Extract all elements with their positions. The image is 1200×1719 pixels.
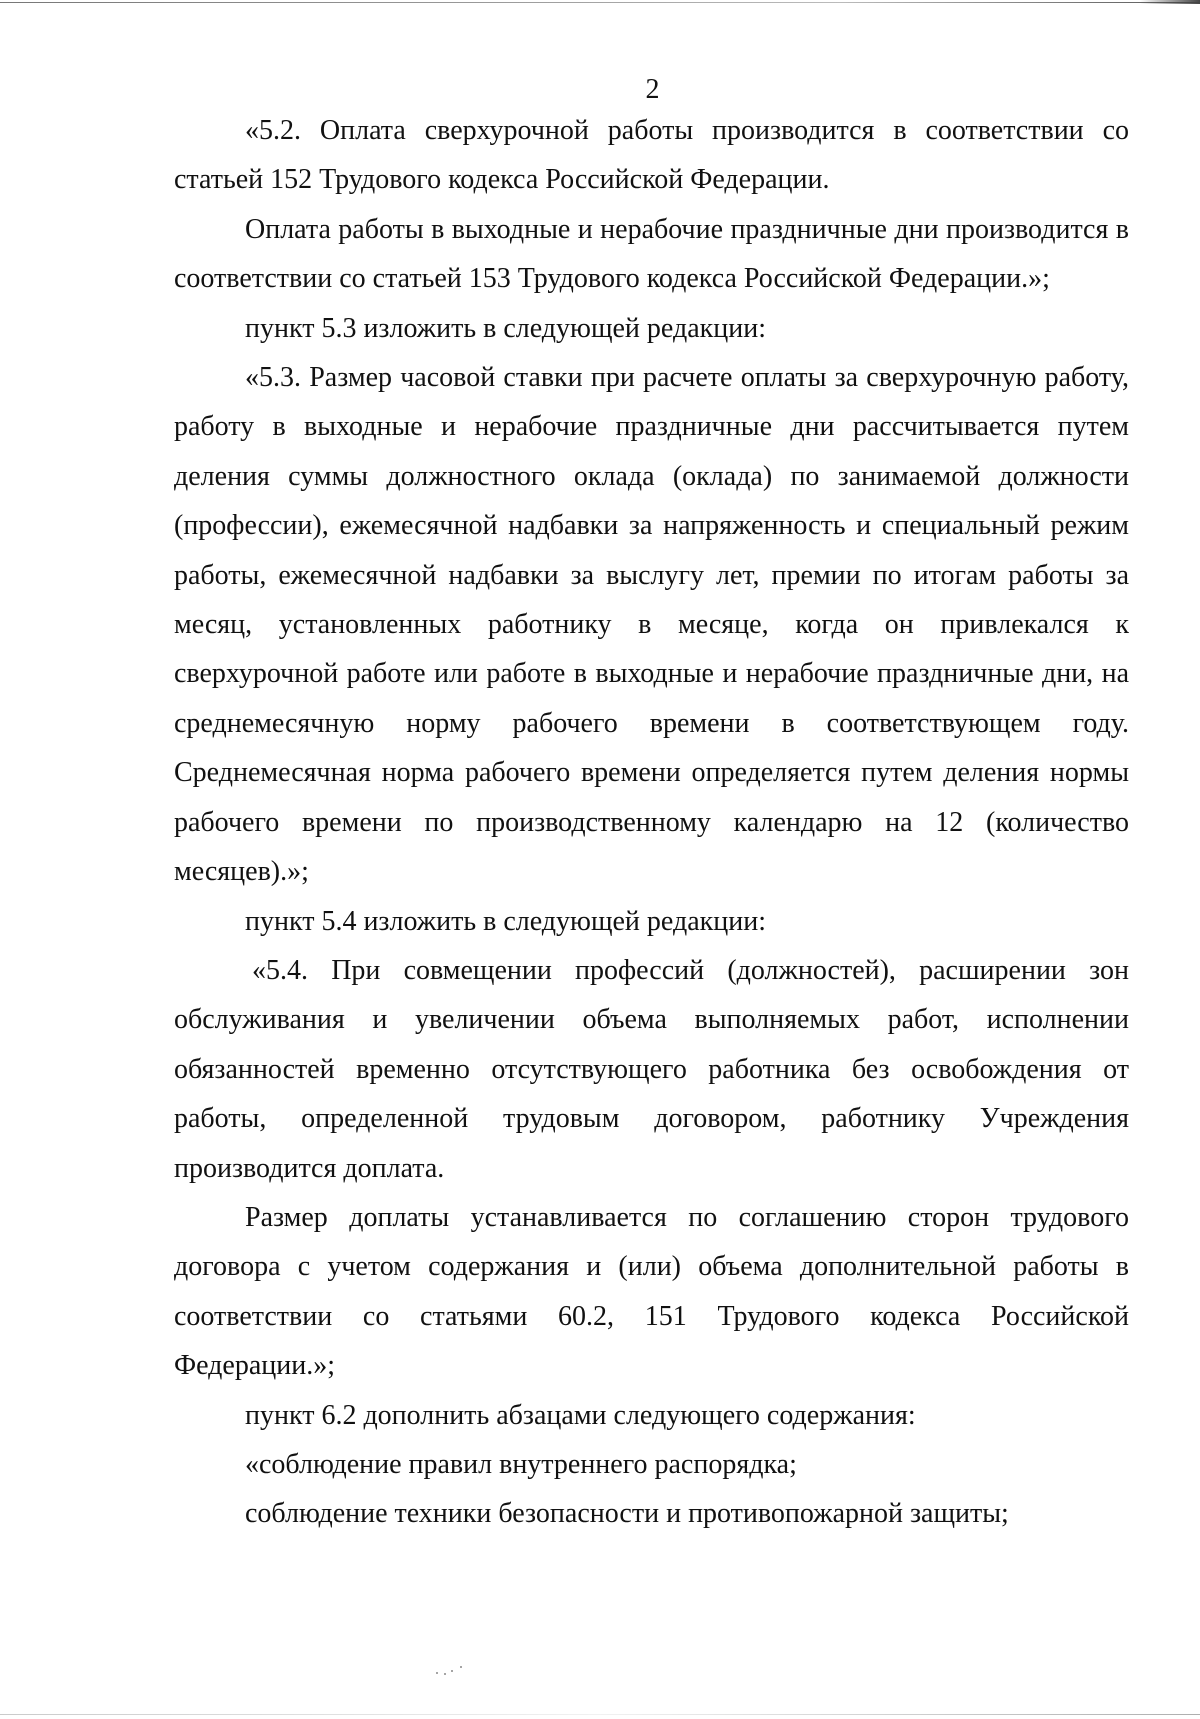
scan-edge-corner <box>1140 0 1200 4</box>
paragraph-5-4-surcharge: Размер доплаты устанавливается по соглашению сторон трудового договора с учетом содержания и (или) объема дополнительной работы в соответствии со статьями 60.2, 151 Трудового кодекса Российской Федерации.»; <box>174 1201 1129 1382</box>
paragraph-amend-5-3: пункт 5.3 изложить в следующей редакции: <box>245 312 766 344</box>
paragraph-6-2-safety: соблюдение техники безопасности и противопожарной защиты; <box>245 1498 1009 1530</box>
paragraph-5-3: «5.3. Размер часовой ставки при расчете оплаты за сверхурочную работу, работу в выходные и нерабочие праздничные дни рассчитывается путем деления суммы должностного оклада (оклада) по занимаемой должности (профессии), ежемесячной надбавки за напряженность и специальный режим работы, ежемесячной надбавки за выслугу лет, премии по итогам работы за месяц, установленных работнику в месяце, когда он привлекался к сверхурочной работе или работе в выходные и нерабочие праздничные дни, на среднемесячную норму рабочего времени в соответствующем году. Среднемесячная норма рабочего времени определяется путем деления нормы рабочего времени по производственному календарю на 12 (количество месяцев).»; <box>174 362 1129 888</box>
page-number: 2 <box>645 74 660 105</box>
document-page <box>174 74 1129 1539</box>
paragraph-amend-5-4: пункт 5.4 изложить в следующей редакции: <box>245 905 766 937</box>
paragraph-5-4: «5.4. При совмещении профессий (должностей), расширении зон обслуживания и увеличении объема выполняемых работ, исполнении обязанностей временно отсутствующего работника без освобождения от работы, определенной трудовым договором, работнику Учреждения производится доплата. <box>174 954 1129 1184</box>
scan-specks <box>436 1666 466 1676</box>
paragraph-5-2: «5.2. Оплата сверхурочной работы производится в соответствии со статьей 152 Трудового кодекса Российской Федерации. <box>174 115 1129 196</box>
scan-edge-top <box>0 2 1200 3</box>
paragraph-amend-6-2: пункт 6.2 дополнить абзацами следующего содержания: <box>245 1399 916 1431</box>
paragraph-6-2-internal-rules: «соблюдение правил внутреннего распорядка; <box>245 1448 797 1480</box>
scan-edge-bottom <box>0 1714 1200 1715</box>
paragraph-5-2-holiday-pay: Оплата работы в выходные и нерабочие праздничные дни производится в соответствии со статьей 153 Трудового кодекса Российской Федерации.»; <box>174 213 1129 295</box>
